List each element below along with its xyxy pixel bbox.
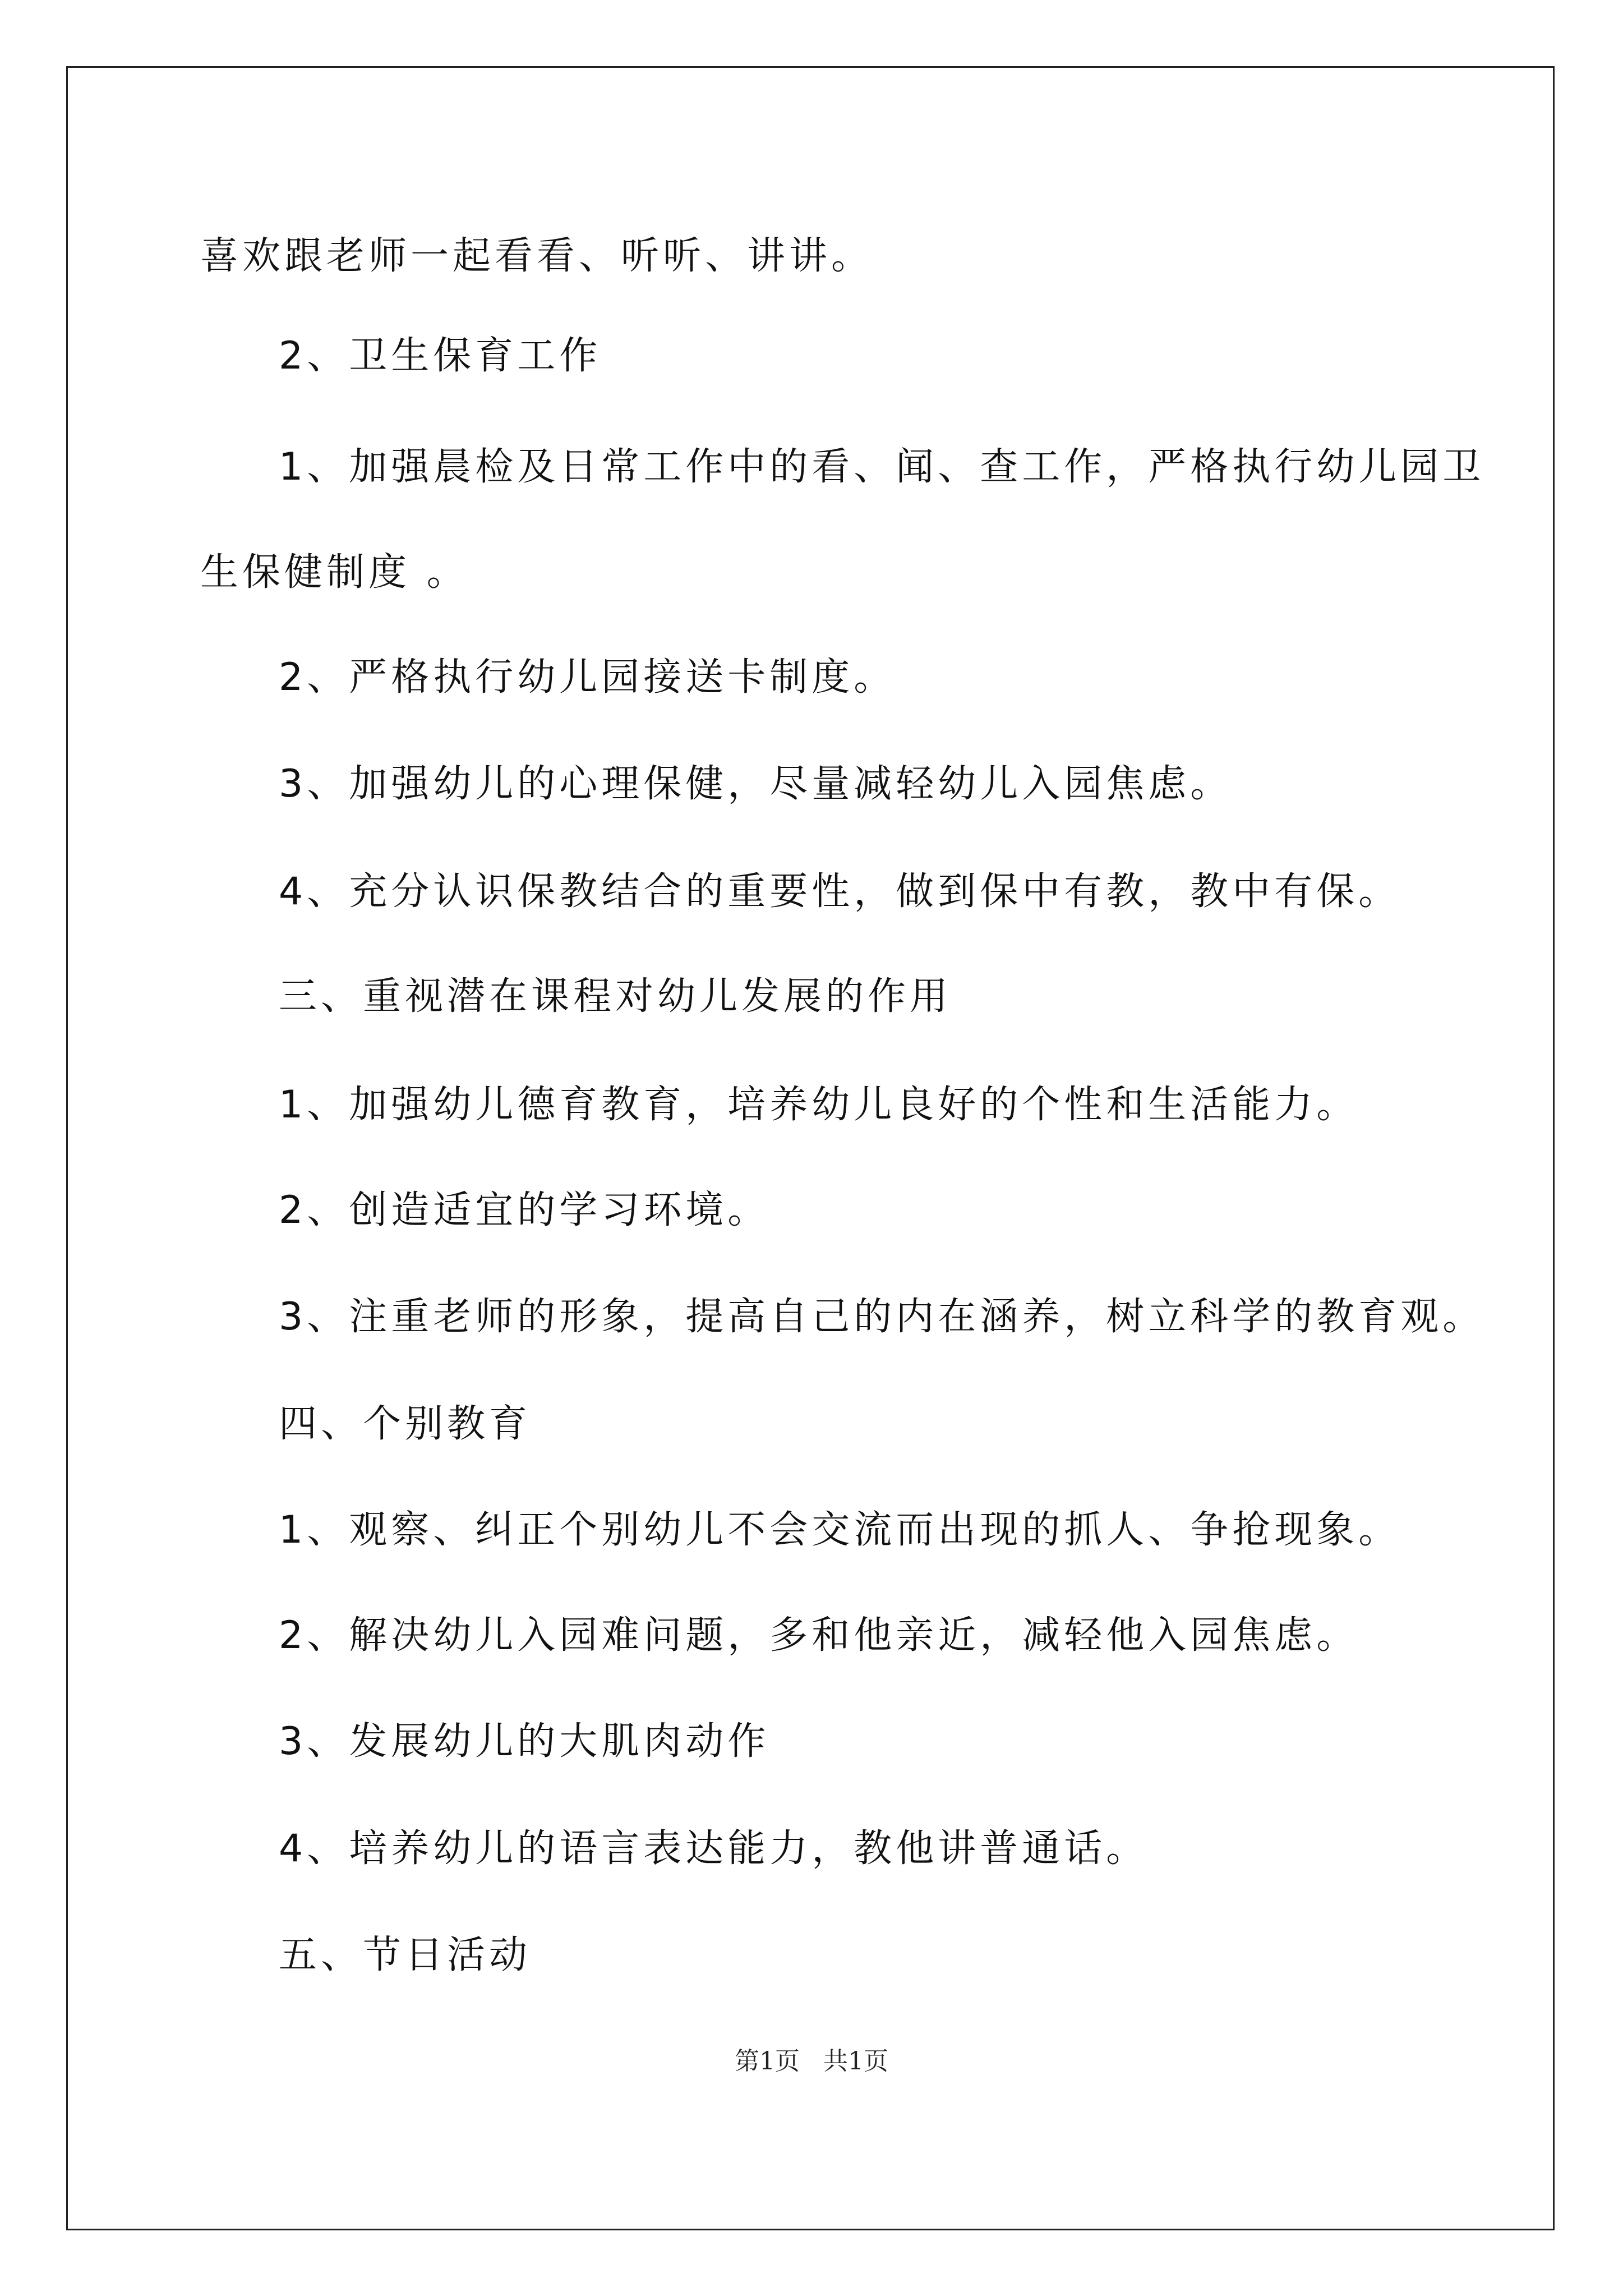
list-item: 2、解决幼儿入园难问题，多和他亲近，减轻他入园焦虑。 [279, 1613, 1359, 1658]
list-item: 1、观察、纠正个别幼儿不会交流而出现的抓人、争抢现象。 [279, 1508, 1401, 1552]
section-heading: 五、节日活动 [279, 1933, 532, 1977]
section-heading: 四、个别教育 [279, 1402, 532, 1446]
list-item-continuation: 生保健制度 。 [200, 550, 469, 595]
list-item: 3、加强幼儿的心理保健，尽量减轻幼儿入园焦虑。 [279, 762, 1233, 806]
list-item: 3、注重老师的形象，提高自己的内在涵养，树立科学的教育观。 [279, 1295, 1485, 1339]
page-total: 共1页 [823, 2047, 888, 2076]
list-item: 4、充分认识保教结合的重要性，做到保中有教，教中有保。 [279, 869, 1401, 914]
list-item: 1、加强晨检及日常工作中的看、闻、查工作，严格执行幼儿园卫 [279, 445, 1485, 489]
paragraph-line: 喜欢跟老师一起看看、听听、讲讲。 [200, 234, 874, 278]
list-item: 2、严格执行幼儿园接送卡制度。 [279, 655, 896, 700]
section-heading: 三、重视潜在课程对幼儿发展的作用 [279, 974, 952, 1019]
list-item: 3、发展幼儿的大肌肉动作 [279, 1719, 770, 1764]
list-item: 2、创造适宜的学习环境。 [279, 1188, 770, 1232]
page-footer [0, 2045, 1623, 2078]
list-item: 4、培养幼儿的语言表达能力，教他讲普通话。 [279, 1826, 1149, 1871]
section-heading: 2、卫生保育工作 [279, 334, 602, 378]
page-number: 第1页 [735, 2047, 800, 2076]
page-border [66, 66, 1555, 2230]
list-item: 1、加强幼儿德育教育，培养幼儿良好的个性和生活能力。 [279, 1083, 1359, 1127]
